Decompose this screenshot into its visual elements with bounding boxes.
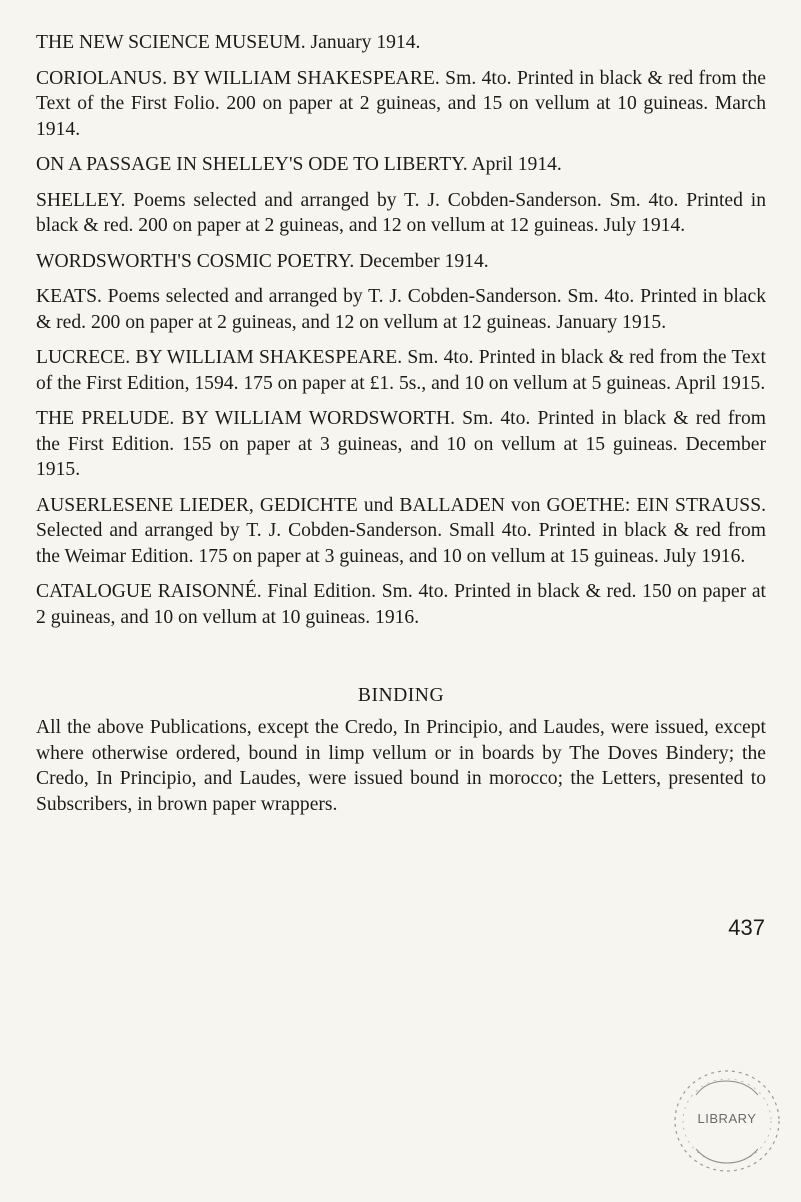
stamp-label: LIBRARY: [697, 1111, 757, 1126]
entry: THE NEW SCIENCE MUSEUM. January 1914.: [36, 32, 421, 53]
entry: LUCRECE. BY WILLIAM SHAKESPEARE. Sm. 4to. Printed in black & red from the Text of the First Edition, 1594. 175 on paper at £1. 5s., and 10 on vellum at 5 guineas. April 1915.: [36, 347, 766, 394]
entry: KEATS. Poems selected and arranged by T. J. Cobden-Sanderson. Sm. 4to. Printed in black & red. 200 on paper at 2 guineas, and 12 on vellum at 12 guineas. January 1915.: [36, 286, 766, 333]
entry: THE PRELUDE. BY WILLIAM WORDSWORTH. Sm. 4to. Printed in black & red from the First Edition. 155 on paper at 3 guineas, and 10 on vellum at 15 guineas. December 1915.: [36, 408, 766, 480]
entry: CORIOLANUS. BY WILLIAM SHAKESPEARE. Sm. 4to. Printed in black & red from the Text of the First Folio. 200 on paper at 2 guineas, and 15 on vellum at 10 guineas. March 1914.: [36, 67, 766, 140]
entry: WORDSWORTH'S COSMIC POETRY. December 1914.: [36, 250, 489, 272]
entry: CATALOGUE RAISONNÉ. Final Edition. Sm. 4to. Printed in black & red. 150 on paper at 2 guineas, and 10 on vellum at 10 guineas. 1916.: [36, 581, 766, 628]
binding-text: All the above Publications, except the Credo, In Principio, and Laudes, were issued, except where otherwise ordered, bound in limp vellum or in boards by The Doves Bindery; the Credo, In Principio, and Laudes, were issued bound in morocco; the Letters, presented to Subscribers, in brown paper wrappers.: [36, 717, 766, 815]
binding-heading: BINDING: [357, 685, 445, 706]
page-number: 437: [728, 915, 765, 940]
entry: ON A PASSAGE IN SHELLEY'S ODE TO LIBERTY. April 1914.: [36, 154, 562, 175]
page-content: [36, 30, 766, 817]
entry: SHELLEY. Poems selected and arranged by T. J. Cobden-Sanderson. Sm. 4to. Printed in black & red. 200 on paper at 2 guineas, and 12 on vellum at 12 guineas. July 1914.: [36, 189, 766, 236]
entry: AUSERLESENE LIEDER, GEDICHTE und BALLADEN von GOETHE: EIN STRAUSS. Selected and arranged by T. J. Cobden-Sanderson. Small 4to. Printed in black & red from the Weimar Edition. 175 on paper at 3 guineas, and 10 on vellum at 15 guineas. July 1916.: [36, 494, 766, 567]
library-stamp: [668, 1065, 786, 1177]
